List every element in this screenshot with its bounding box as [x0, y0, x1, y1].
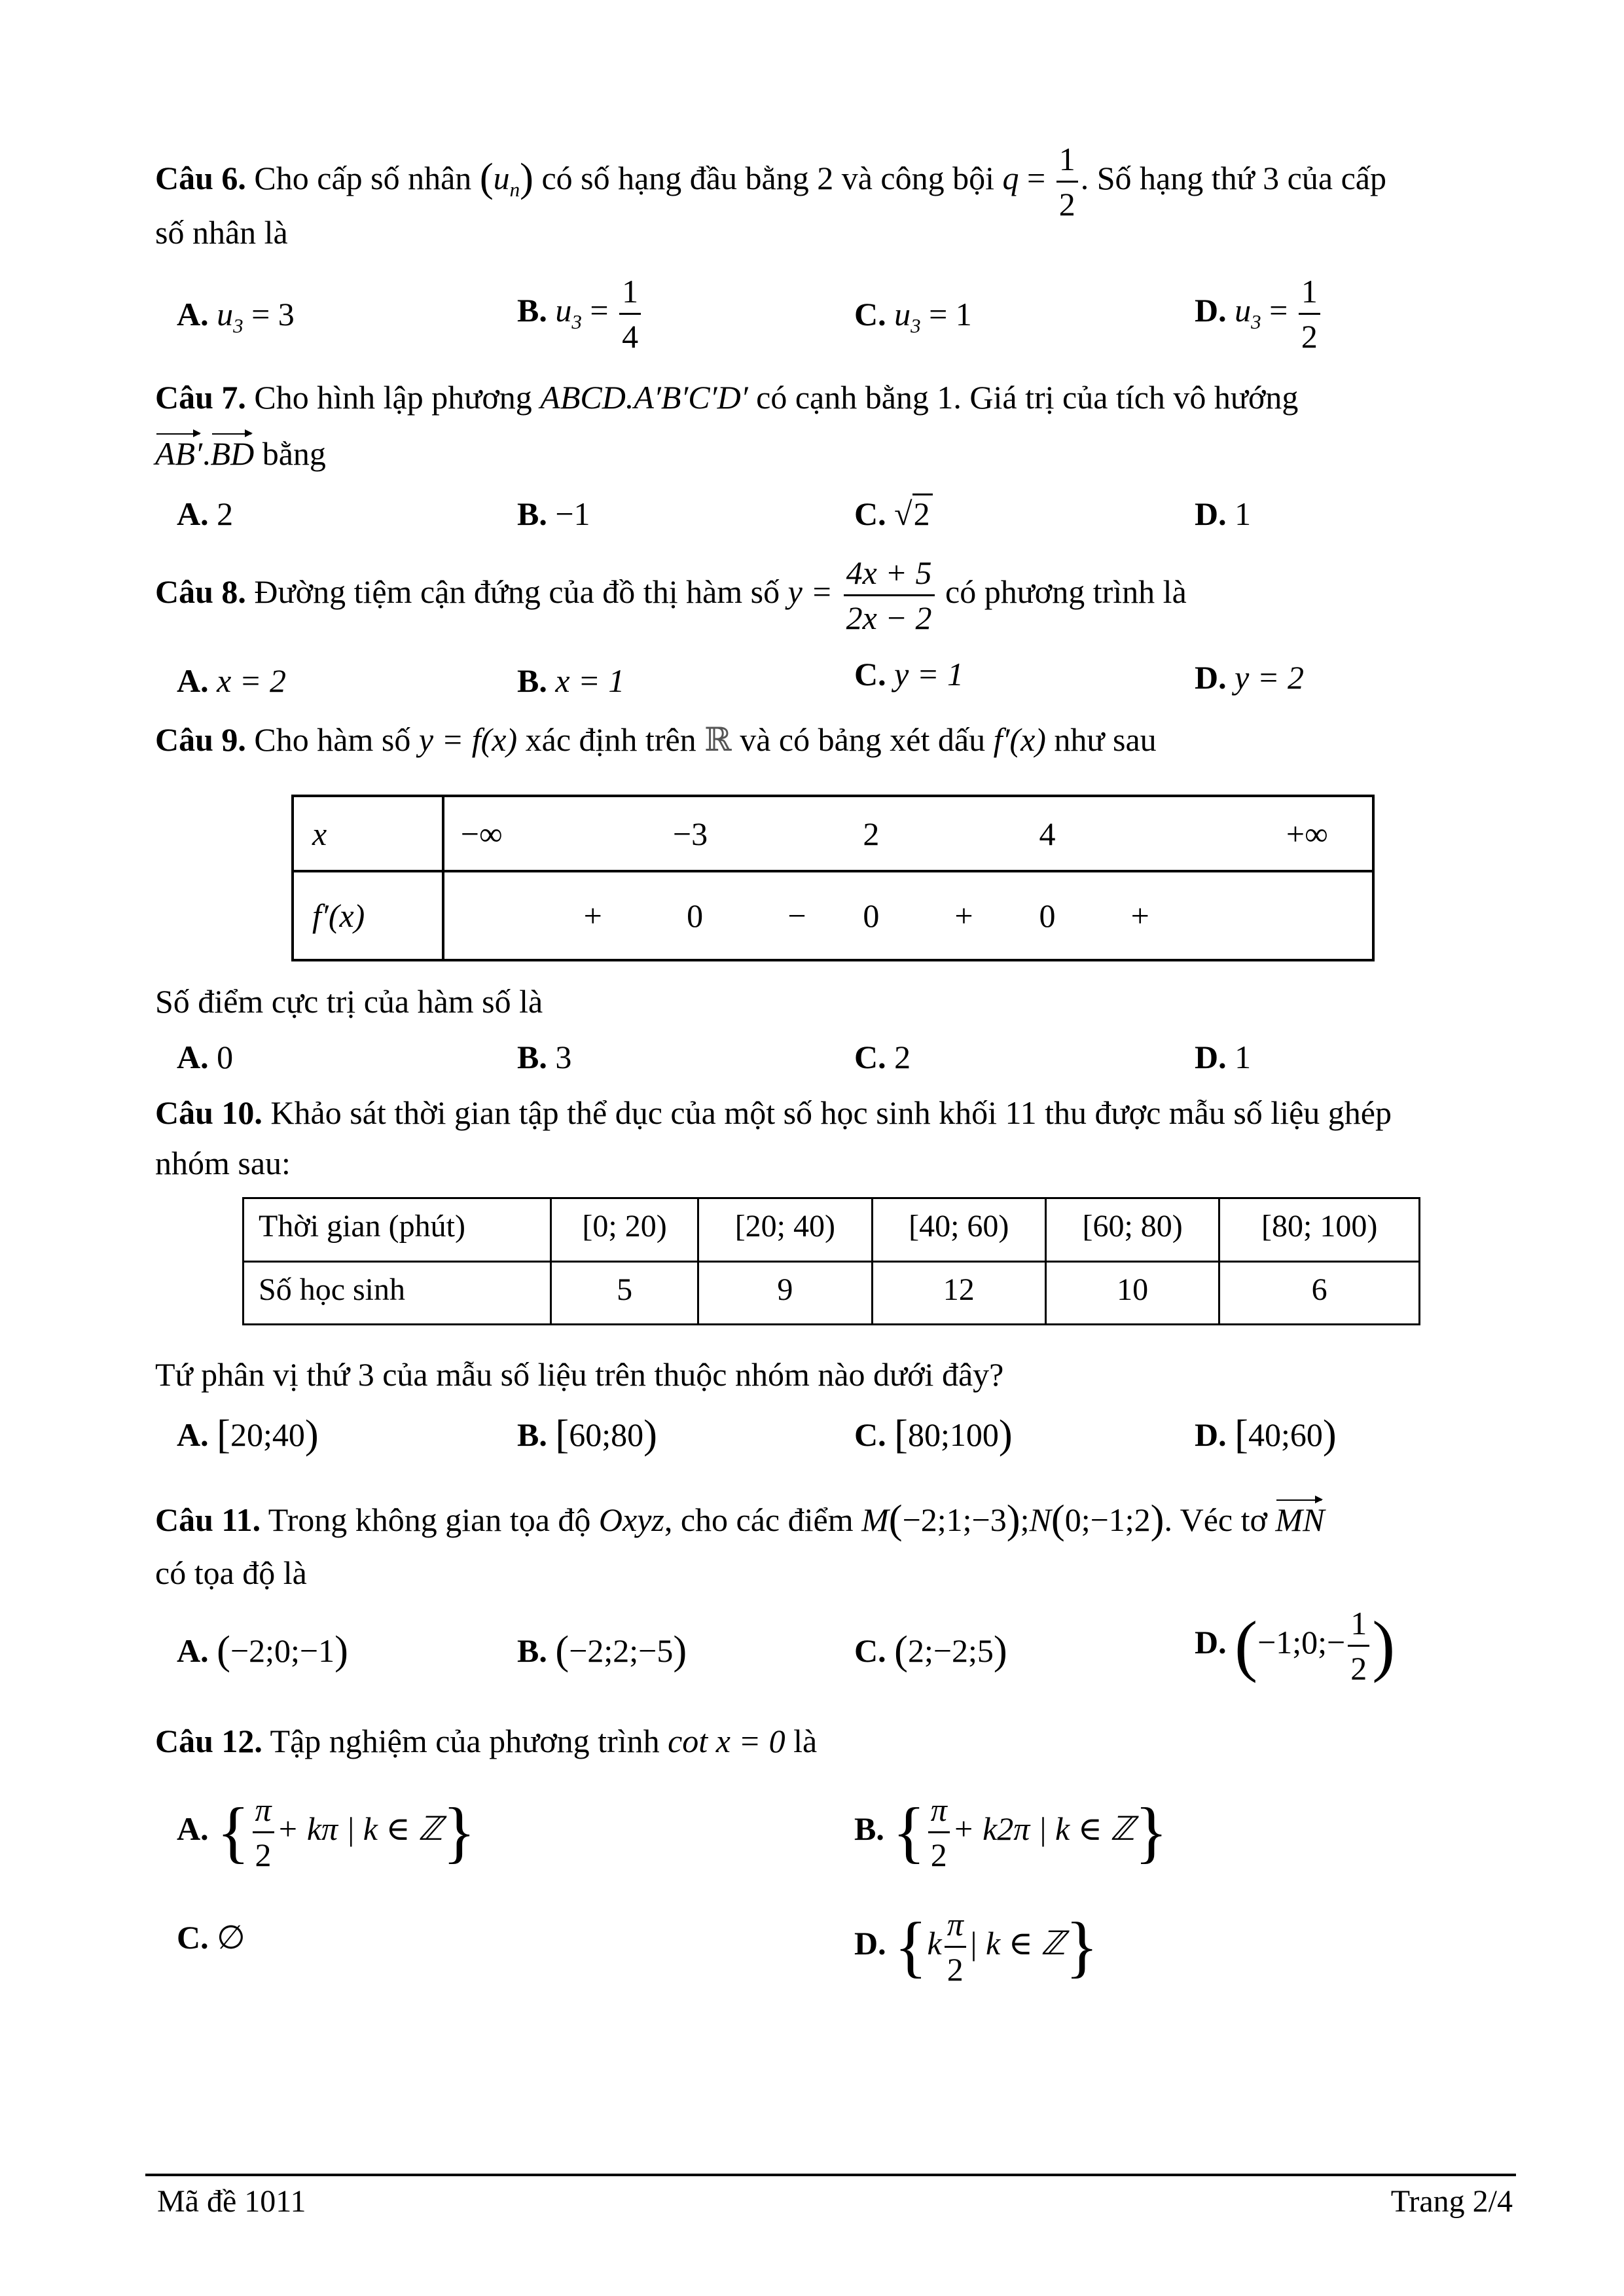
- q7-option-d[interactable]: D. 1: [1195, 495, 1252, 532]
- q12-option-d[interactable]: D. {k $\frac{\pi}{2}$ | k ∈ ℤ}: [854, 1906, 1098, 1988]
- empty-set-icon: ∅: [217, 1919, 245, 1956]
- sign-table-x-label: x: [293, 796, 443, 871]
- q6-option-d[interactable]: D. $u_3$ = $\frac{1}{2}$: [1195, 275, 1323, 353]
- q12-option-a[interactable]: A. { $\frac{\pi}{2}$ + kπ | k ∈ ℤ}: [177, 1791, 476, 1873]
- fraction: $\frac{1}{2}$: [1056, 143, 1078, 221]
- question-10-line1: Câu 10. Khảo sát thời gian tập thể dục của một số học sinh khối 11 thu được mẫu số liệu ghép: [155, 1094, 1392, 1131]
- q6-option-c[interactable]: C. $u_3 = 1$: [854, 296, 972, 337]
- q6-option-a[interactable]: A. $u_3 = 3$: [177, 296, 295, 337]
- function-fraction: $\frac{4x + 5}{2x - 2}$: [844, 556, 935, 634]
- question-11-line2: có tọa độ là: [155, 1554, 307, 1591]
- footer-divider: [145, 2174, 1516, 2176]
- question-11-line1: Câu 11. Trong không gian tọa độ Oxyz, cho các điểm M(−2;1;−3);N(0;−1;2). Véc tơ MN: [155, 1496, 1325, 1542]
- vector-bd: BD: [210, 435, 255, 472]
- q8-option-a[interactable]: A. x = 2: [177, 662, 287, 699]
- question-label: Câu 11.: [155, 1501, 261, 1538]
- sign-table-deriv-label: f′(x): [293, 871, 443, 960]
- question-label: Câu 8.: [155, 573, 246, 610]
- q12-option-b[interactable]: B. { $\frac{\pi}{2}$ + k2π | k ∈ ℤ}: [854, 1791, 1168, 1873]
- q10-option-c[interactable]: C. [80;100): [854, 1411, 1013, 1457]
- question-9-line1: Câu 9. Cho hàm số y = f(x) xác định trên ℝ và có bảng xét dấu f′(x) như sau: [155, 721, 1157, 758]
- sign-table: [291, 795, 1375, 961]
- question-8-line1: Câu 8. Đường tiệm cận đứng của đồ thị hàm số y = $\frac{4x + 5}{2x - 2}$ có phương trình là: [155, 554, 1187, 636]
- question-12-line1: Câu 12. Tập nghiệm của phương trình cot x = 0 là: [155, 1723, 818, 1759]
- q8-option-c[interactable]: C. y = 1: [854, 656, 964, 692]
- q7-option-b[interactable]: B. −1: [517, 495, 590, 532]
- question-10-line3: Tứ phân vị thứ 3 của mẫu số liệu trên thuộc nhóm nào dưới đây?: [155, 1356, 1004, 1393]
- question-10-line2: nhóm sau:: [155, 1145, 291, 1181]
- frequency-table-data-row: Số học sinh 5 9 12 10 6: [244, 1261, 1420, 1325]
- q8-option-b[interactable]: B. x = 1: [517, 662, 625, 699]
- question-7-line2: AB′.BD bằng: [155, 435, 326, 472]
- q11-option-c[interactable]: C. (2;−2;5): [854, 1627, 1007, 1673]
- sign-table-x-values: −∞ −3 2 4 +∞: [460, 815, 1328, 852]
- exam-code: Mã đề 1011: [157, 2184, 306, 2219]
- q9-option-a[interactable]: A. 0: [177, 1039, 234, 1075]
- sign-table-signs: + 0 − 0 + 0 +: [583, 897, 1149, 934]
- vector-ab-prime: AB′: [155, 435, 203, 472]
- q9-option-c[interactable]: C. 2: [854, 1039, 911, 1075]
- vector-mn: MN: [1275, 1501, 1325, 1538]
- q11-option-a[interactable]: A. (−2;0;−1): [177, 1627, 348, 1673]
- frequency-table: [242, 1197, 1420, 1325]
- sqrt-symbol: √2: [894, 497, 932, 530]
- q10-option-d[interactable]: D. [40;60): [1195, 1411, 1337, 1457]
- page-number: Trang 2/4: [1390, 2184, 1513, 2219]
- q9-option-d[interactable]: D. 1: [1195, 1039, 1252, 1075]
- q12-option-c[interactable]: C. ∅: [177, 1919, 245, 1956]
- q9-option-b[interactable]: B. 3: [517, 1039, 572, 1075]
- q7-option-c[interactable]: C. √2: [854, 497, 933, 530]
- q11-option-b[interactable]: B. (−2;2;−5): [517, 1627, 687, 1673]
- question-label: Câu 10.: [155, 1094, 262, 1131]
- question-label: Câu 12.: [155, 1723, 262, 1759]
- question-7-line1: Câu 7. Cho hình lập phương ABCD.A′B′C′D′ có cạnh bằng 1. Giá trị của tích vô hướng: [155, 379, 1299, 416]
- question-6-line2: số nhân là: [155, 214, 288, 251]
- q11-option-d[interactable]: D. (−1;0;− $\frac{1}{2}$ ): [1195, 1605, 1396, 1687]
- question-label: Câu 6.: [155, 159, 246, 196]
- q10-option-b[interactable]: B. [60;80): [517, 1411, 657, 1457]
- real-numbers-symbol: ℝ: [704, 721, 732, 758]
- q6-option-b[interactable]: B. $u_3$ = $\frac{1}{4}$: [517, 275, 643, 353]
- question-9-line2: Số điểm cực trị của hàm số là: [155, 983, 543, 1020]
- q7-option-a[interactable]: A. 2: [177, 495, 234, 532]
- question-label: Câu 7.: [155, 379, 246, 416]
- frequency-table-header-row: Thời gian (phút) [0; 20) [20; 40) [40; 60) [60; 80) [80; 100): [244, 1198, 1420, 1262]
- q10-option-a[interactable]: A. [20;40): [177, 1411, 319, 1457]
- q8-option-d[interactable]: D. y = 2: [1195, 659, 1305, 696]
- question-6-line1: Câu 6. Cho cấp số nhân $(u_n)$ có số hạng đầu bằng 2 và công bội q = $\frac{1}{2}$ . Số hạng thứ 3 của cấp: [155, 141, 1386, 223]
- question-label: Câu 9.: [155, 721, 246, 758]
